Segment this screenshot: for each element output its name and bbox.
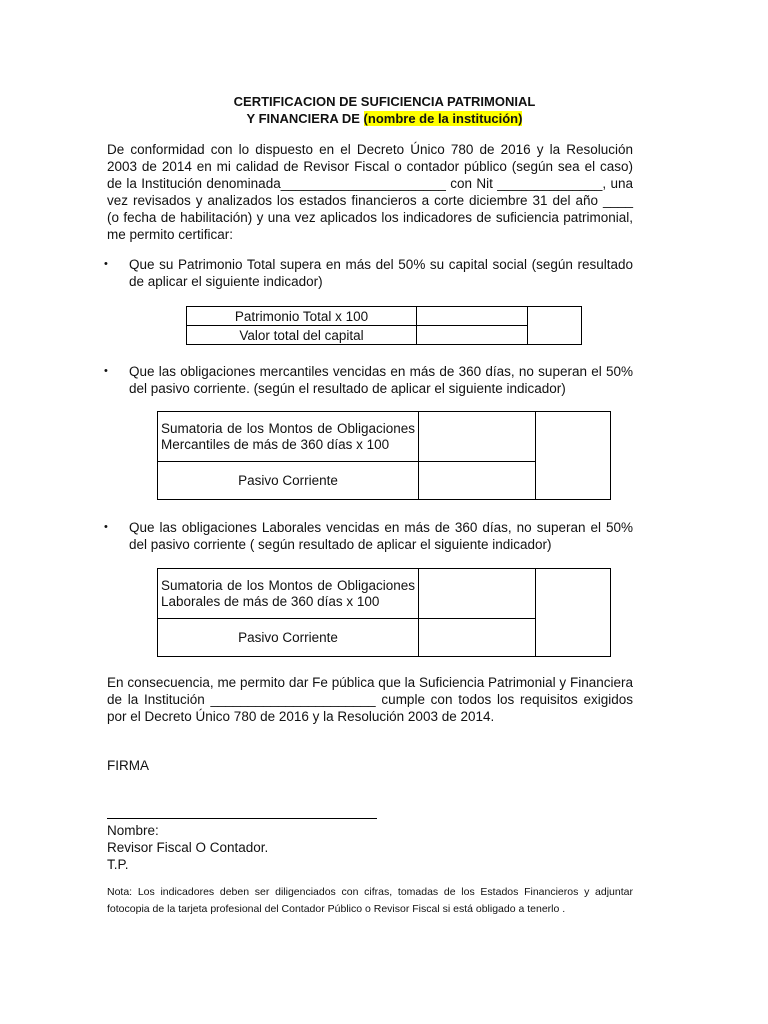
table1-denominator: Valor total del capital (187, 326, 417, 345)
title-line-1: CERTIFICACION DE SUFICIENCIA PATRIMONIAL (233, 94, 536, 109)
bullet-text-1: Que su Patrimonio Total supera en más del 50% su capital social (según resultado de aplicar el siguiente indicador) (129, 257, 633, 289)
table1-value-cell (417, 307, 528, 326)
bullet-text-3: Que las obligaciones Laborales vencidas en más de 360 días, no superan el 50% del pasivo corriente ( según resultado de aplicar el siguiente indicador) (129, 520, 633, 552)
table3-value-cell (419, 569, 536, 619)
table2-denominator: Pasivo Corriente (158, 462, 419, 500)
signature-tp: T.P. (107, 857, 129, 872)
title-line-2-prefix: Y FINANCIERA DE (246, 111, 364, 126)
conclusion-paragraph: En consecuencia, me permito dar Fe pública que la Suficiencia Patrimonial y Financiera de la Institución ______________________ cumple con todos los requisitos exigidos por el Decreto Único 780 de 2016 y la Resolución 2003 de 2014. (107, 675, 633, 724)
table2-value-cell (419, 412, 536, 462)
table2-result-cell (536, 412, 611, 500)
institution-name-placeholder: (nombre de la institución) (363, 111, 523, 126)
bullet-item-2 (104, 363, 633, 397)
firma-label: FIRMA (107, 758, 149, 773)
table3-numerator: Sumatoria de los Montos de Obligaciones Laborales de más de 360 días x 100 (158, 569, 419, 619)
table1-value-cell-2 (417, 326, 528, 345)
table3-denominator: Pasivo Corriente (158, 619, 419, 657)
bullet-icon: • (104, 521, 108, 533)
bullet-item-1 (104, 256, 633, 290)
bullet-icon: • (104, 365, 108, 377)
table3-value-cell-2 (419, 619, 536, 657)
bullet-text-2: Que las obligaciones mercantiles vencidas en más de 360 días, no superan el 50% del pasivo corriente. (según el resultado de aplicar el siguiente indicador) (129, 364, 633, 396)
signature-line (107, 818, 377, 819)
intro-paragraph: De conformidad con lo dispuesto en el Decreto Único 780 de 2016 y la Resolución 2003 de 2014 en mi calidad de Revisor Fiscal o contador público (según sea el caso) de la Institución denominada______________________ con Nit ______________, una vez revisados y analizados los estados financieros a corte diciembre 31 del año ____ (o fecha de habilitación) y una vez aplicados los indicadores de suficiencia patrimonial, me permito certificar: (107, 142, 633, 242)
table2-value-cell-2 (419, 462, 536, 500)
bullet-icon: • (104, 258, 108, 270)
signature-block (107, 822, 633, 873)
bullet-item-3 (104, 519, 633, 553)
indicator-table-laborales (157, 568, 611, 657)
document-title (107, 93, 662, 127)
signature-role: Revisor Fiscal O Contador. (107, 840, 269, 855)
signature-nombre: Nombre: (107, 823, 159, 838)
table3-result-cell (536, 569, 611, 657)
table1-result-cell (528, 307, 582, 345)
table1-numerator: Patrimonio Total x 100 (187, 307, 417, 326)
title-line-2 (107, 110, 662, 127)
indicator-table-mercantiles (157, 411, 611, 500)
indicator-table-patrimonio (186, 306, 582, 345)
table2-numerator: Sumatoria de los Montos de Obligaciones Mercantiles de más de 360 días x 100 (158, 412, 419, 462)
footnote: Nota: Los indicadores deben ser diligenciados con cifras, tomadas de los Estados Financieros y adjuntar fotocopia de la tarjeta profesional del Contador Público o Revisor Fiscal si está obligado a tenerlo . (107, 886, 633, 915)
